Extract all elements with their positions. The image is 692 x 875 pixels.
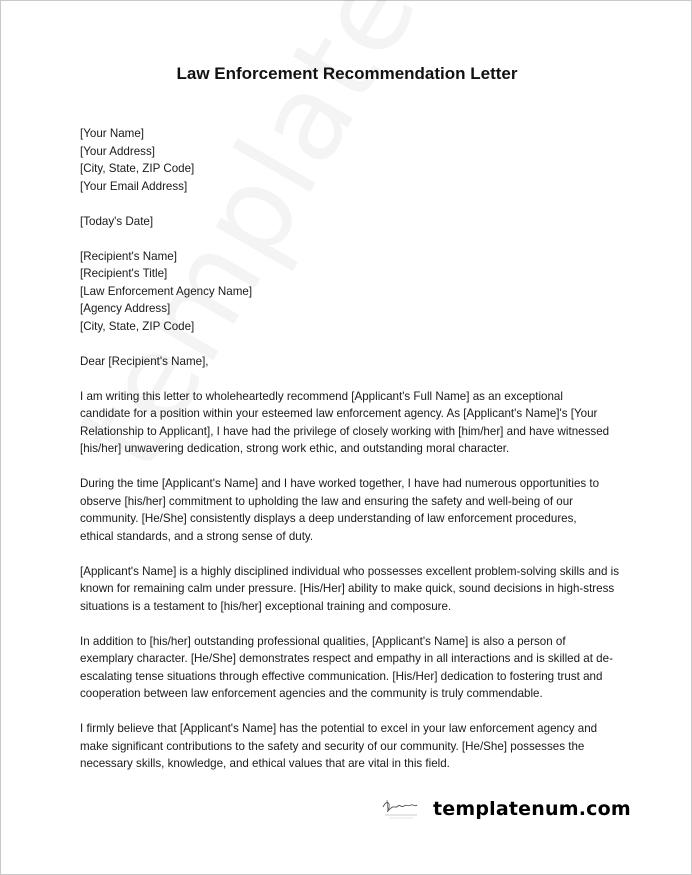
salutation-block	[80, 353, 625, 371]
document-title: Law Enforcement Recommendation Letter	[176, 64, 518, 83]
sender-email: [Your Email Address]	[80, 179, 188, 193]
agency-city-state-zip: [City, State, ZIP Code]	[80, 319, 195, 333]
paragraph-line: escalating tense situations through effective communication. [His/Her] dedication to fostering trust and	[80, 669, 603, 683]
paragraph-5	[80, 720, 625, 773]
agency-address: [Agency Address]	[80, 302, 171, 315]
paragraph-line: Relationship to Applicant], I have had the privilege of closely working with [him/her] and have witnessed	[80, 424, 610, 438]
paragraph-line: necessary skills, knowledge, and ethical values that are vital in this field.	[80, 757, 450, 770]
brand-name: templatenum.com	[433, 798, 631, 820]
sender-name: [Your Name]	[80, 127, 145, 140]
footer-brand	[377, 795, 631, 823]
paragraph-line: [his/her] unwavering dedication, strong work ethic, and outstanding moral character.	[80, 442, 510, 455]
agency-name: [Law Enforcement Agency Name]	[80, 284, 253, 298]
paragraph-line: make significant contributions to the safety and security of our community. [He/She] possesses the	[80, 739, 585, 753]
paragraph-3	[80, 563, 625, 616]
paragraph-line: known for remaining calm under pressure. [His/Her] ability to make quick, sound decisions in high-stress	[80, 582, 615, 595]
sender-address-block	[80, 125, 625, 195]
paragraph-line: [Applicant's Name] is a highly disciplined individual who possesses excellent problem-solving skills and is	[80, 564, 620, 578]
paragraph-4	[80, 633, 625, 703]
recipient-name: [Recipient's Name]	[80, 249, 177, 263]
paragraph-line: observe [his/her] commitment to upholding the law and ensuring the safety and well-being of our	[80, 494, 574, 508]
paragraph-line: candidate for a position within your esteemed law enforcement agency. As [Applicant's Name]'s [Your	[80, 407, 598, 420]
paragraph-line: exemplary character. [He/She] demonstrates respect and empathy in all interactions and is skilled at de-	[80, 652, 613, 665]
paragraph-line: In addition to [his/her] outstanding professional qualities, [Applicant's Name] is also a person of	[80, 634, 566, 648]
paragraph-line: cooperation between law enforcement agencies and the community is truly commendable.	[80, 687, 543, 700]
sender-city-state-zip: [City, State, ZIP Code]	[80, 162, 195, 175]
paragraph-line: During the time [Applicant's Name] and I have worked together, I have had numerous opportunities to	[80, 477, 600, 490]
letter-date: [Today's Date]	[80, 214, 154, 228]
salutation: Dear [Recipient's Name],	[80, 354, 209, 368]
date-block	[80, 213, 625, 231]
paragraph-2	[80, 475, 625, 545]
paragraph-line: situations is a testament to [his/her] exceptional training and composure.	[80, 599, 452, 613]
paragraph-line: I firmly believe that [Applicant's Name] has the potential to excel in your law enforcement agency and	[80, 722, 598, 735]
recipient-address-block	[80, 248, 625, 336]
letter-body	[80, 125, 625, 790]
signature-logo-icon	[377, 795, 423, 823]
sender-address: [Your Address]	[80, 144, 155, 158]
paragraph-line: community. [He/She] consistently displays a deep understanding of law enforcement procedures,	[80, 512, 577, 525]
paragraph-line: I am writing this letter to wholeheartedly recommend [Applicant's Full Name] as an exceptional	[80, 389, 563, 403]
recipient-title: [Recipient's Title]	[80, 267, 168, 280]
paragraph-line: ethical standards, and a strong sense of duty.	[80, 529, 314, 543]
paragraph-1	[80, 388, 625, 458]
